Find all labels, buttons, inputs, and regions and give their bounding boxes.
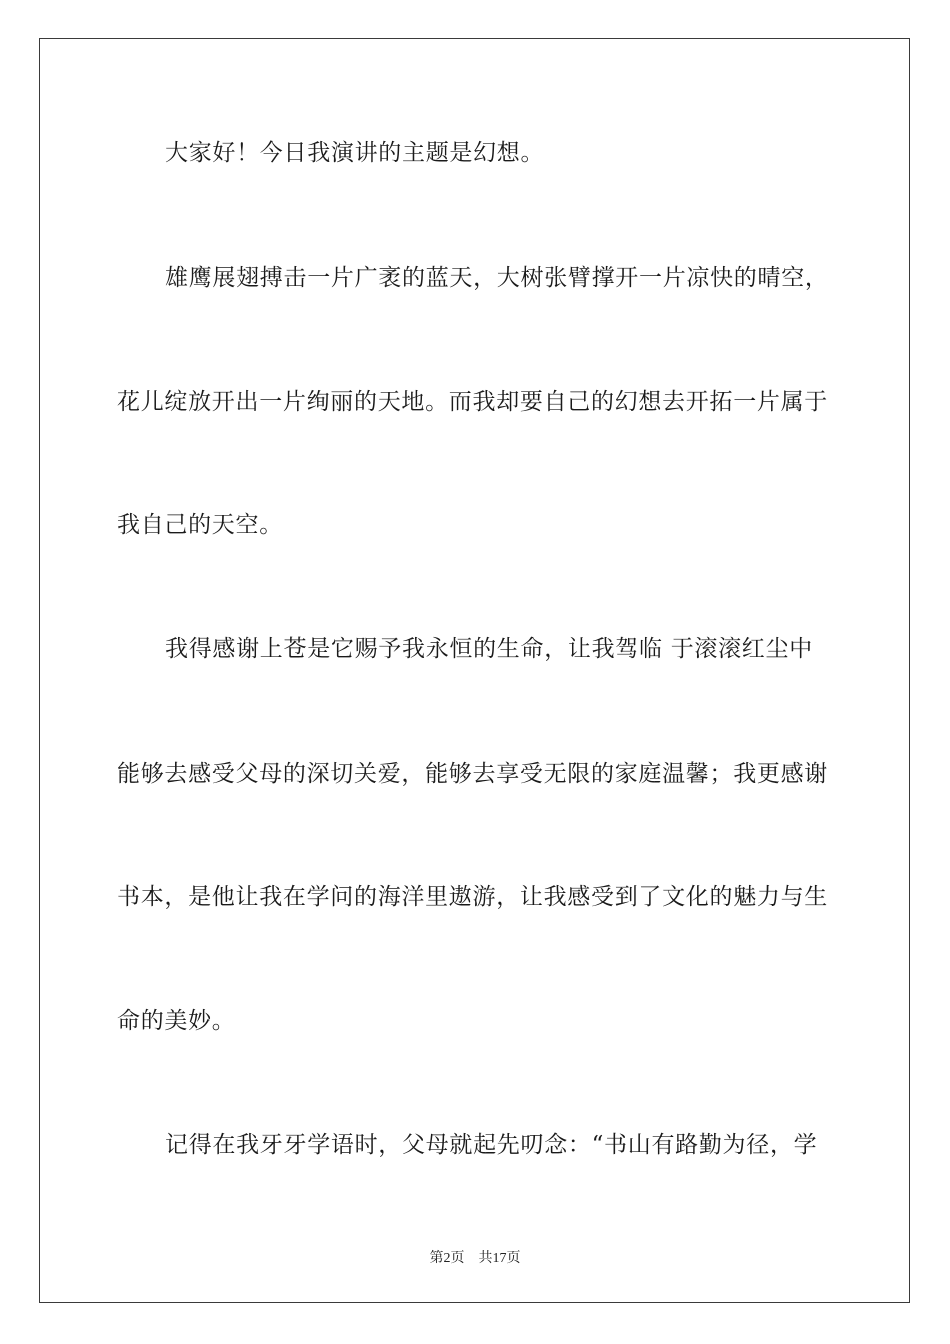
page-footer <box>0 1247 950 1267</box>
paragraph-3-line-4: 命的美妙。 <box>117 1008 236 1034</box>
paragraph-2-line-3: 我自己的天空。 <box>117 512 283 538</box>
page-number: 第2页 <box>429 1251 465 1266</box>
paragraph-3-line-2: 能够去感受父母的深切关爱，能够去享受无限的家庭温馨；我更感谢 <box>117 761 828 787</box>
paragraph-3-line-3: 书本，是他让我在学问的海洋里遨游，让我感受到了文化的魅力与生 <box>117 884 828 910</box>
page-total: 共17页 <box>478 1251 521 1266</box>
paragraph-4-line-1: 记得在我牙牙学语时，父母就起先叨念：“书山有路勤为径，学 <box>165 1132 818 1158</box>
paragraph-2-line-1: 雄鹰展翅搏击一片广袤的蓝天，大树张臂撑开一片凉快的晴空， <box>165 265 829 291</box>
page-border <box>39 38 910 1303</box>
paragraph-1-line-1: 大家好！今日我演讲的主题是幻想。 <box>165 140 545 166</box>
paragraph-2-line-2: 花儿绽放开出一片绚丽的天地。而我却要自己的幻想去开拓一片属于 <box>117 389 828 415</box>
paragraph-3-line-1: 我得感谢上苍是它赐予我永恒的生命，让我驾临 于滚滚红尘中 <box>165 636 813 662</box>
